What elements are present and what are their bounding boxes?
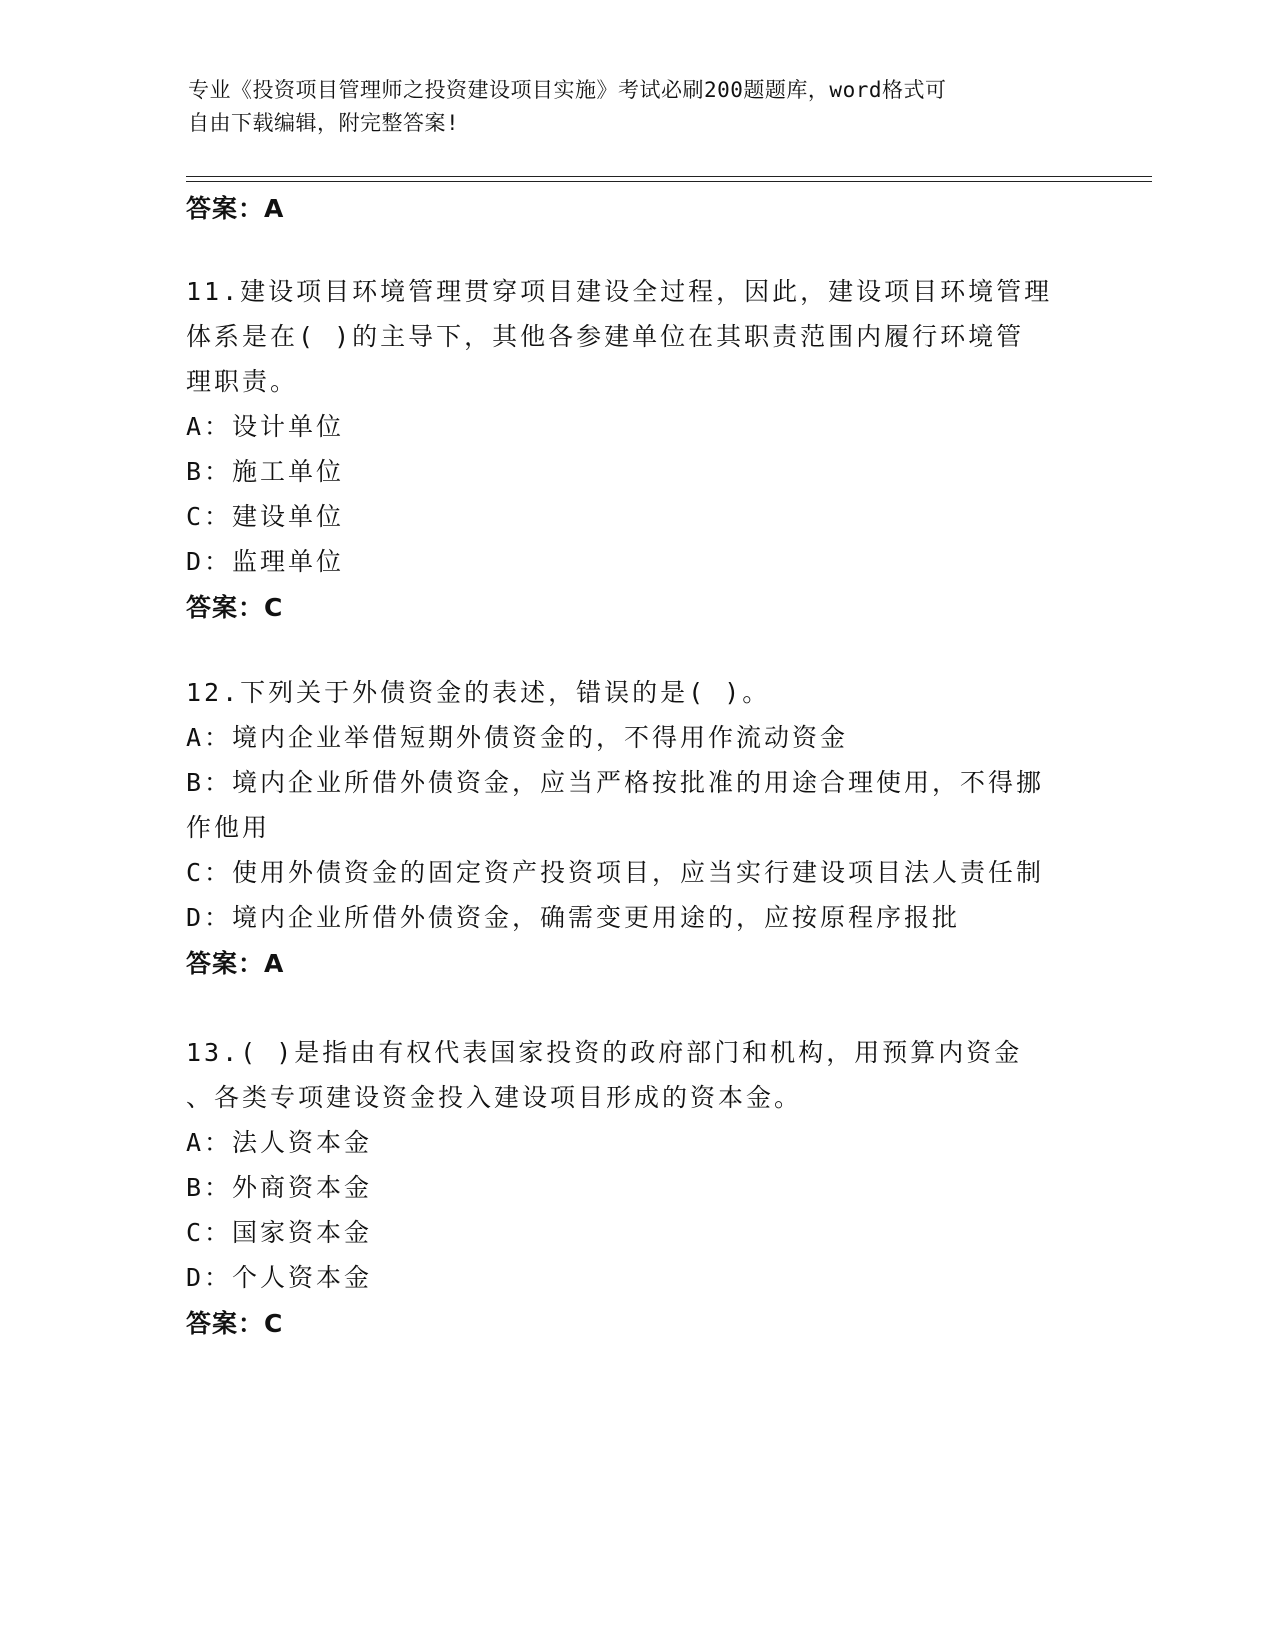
question-11-stem-line-2: 体系是在( )的主导下，其他各参建单位在其职责范围内履行环境管 xyxy=(186,322,1025,351)
document-header xyxy=(188,74,1068,140)
header-line-1: 专业《投资项目管理师之投资建设项目实施》考试必刷200题题库，word格式可 xyxy=(188,78,947,102)
question-12-option-a: A：境内企业举借短期外债资金的，不得用作流动资金 xyxy=(186,723,849,752)
question-13-option-c: C：国家资本金 xyxy=(186,1218,373,1247)
header-divider-top xyxy=(186,176,1152,177)
question-13-stem-line-2: 、各类专项建设资金投入建设项目形成的资本金。 xyxy=(186,1083,803,1112)
question-11-stem-line-1: 11.建设项目环境管理贯穿项目建设全过程，因此，建设项目环境管理 xyxy=(186,277,1053,306)
question-13-option-a: A：法人资本金 xyxy=(186,1128,373,1157)
header-divider-bottom xyxy=(186,181,1152,182)
question-12-stem-line-1: 12.下列关于外债资金的表述，错误的是( )。 xyxy=(186,678,771,707)
question-11-option-b: B：施工单位 xyxy=(186,457,345,486)
question-13-answer: 答案：C xyxy=(186,1309,284,1338)
question-12-option-b-line-1: B：境内企业所借外债资金，应当严格按批准的用途合理使用，不得挪 xyxy=(186,768,1045,797)
question-11-option-a: A：设计单位 xyxy=(186,412,345,441)
previous-answer: 答案：A xyxy=(186,194,285,223)
question-11-stem-line-3: 理职责。 xyxy=(186,367,299,396)
question-11-option-c: C：建设单位 xyxy=(186,502,345,531)
question-11-answer: 答案：C xyxy=(186,593,284,622)
question-12-answer: 答案：A xyxy=(186,949,285,978)
question-13-option-d: D：个人资本金 xyxy=(186,1263,373,1292)
header-line-2: 自由下载编辑，附完整答案! xyxy=(188,111,460,135)
question-13-option-b: B：外商资本金 xyxy=(186,1173,373,1202)
question-12-option-c: C：使用外债资金的固定资产投资项目，应当实行建设项目法人责任制 xyxy=(186,858,1045,887)
question-12-option-b-line-2: 作他用 xyxy=(186,813,271,842)
question-12-option-d: D：境内企业所借外债资金，确需变更用途的，应按原程序报批 xyxy=(186,903,961,932)
question-13-stem-line-1: 13.( )是指由有权代表国家投资的政府部门和机构，用预算内资金 xyxy=(186,1038,1023,1067)
question-11-option-d: D：监理单位 xyxy=(186,547,345,576)
